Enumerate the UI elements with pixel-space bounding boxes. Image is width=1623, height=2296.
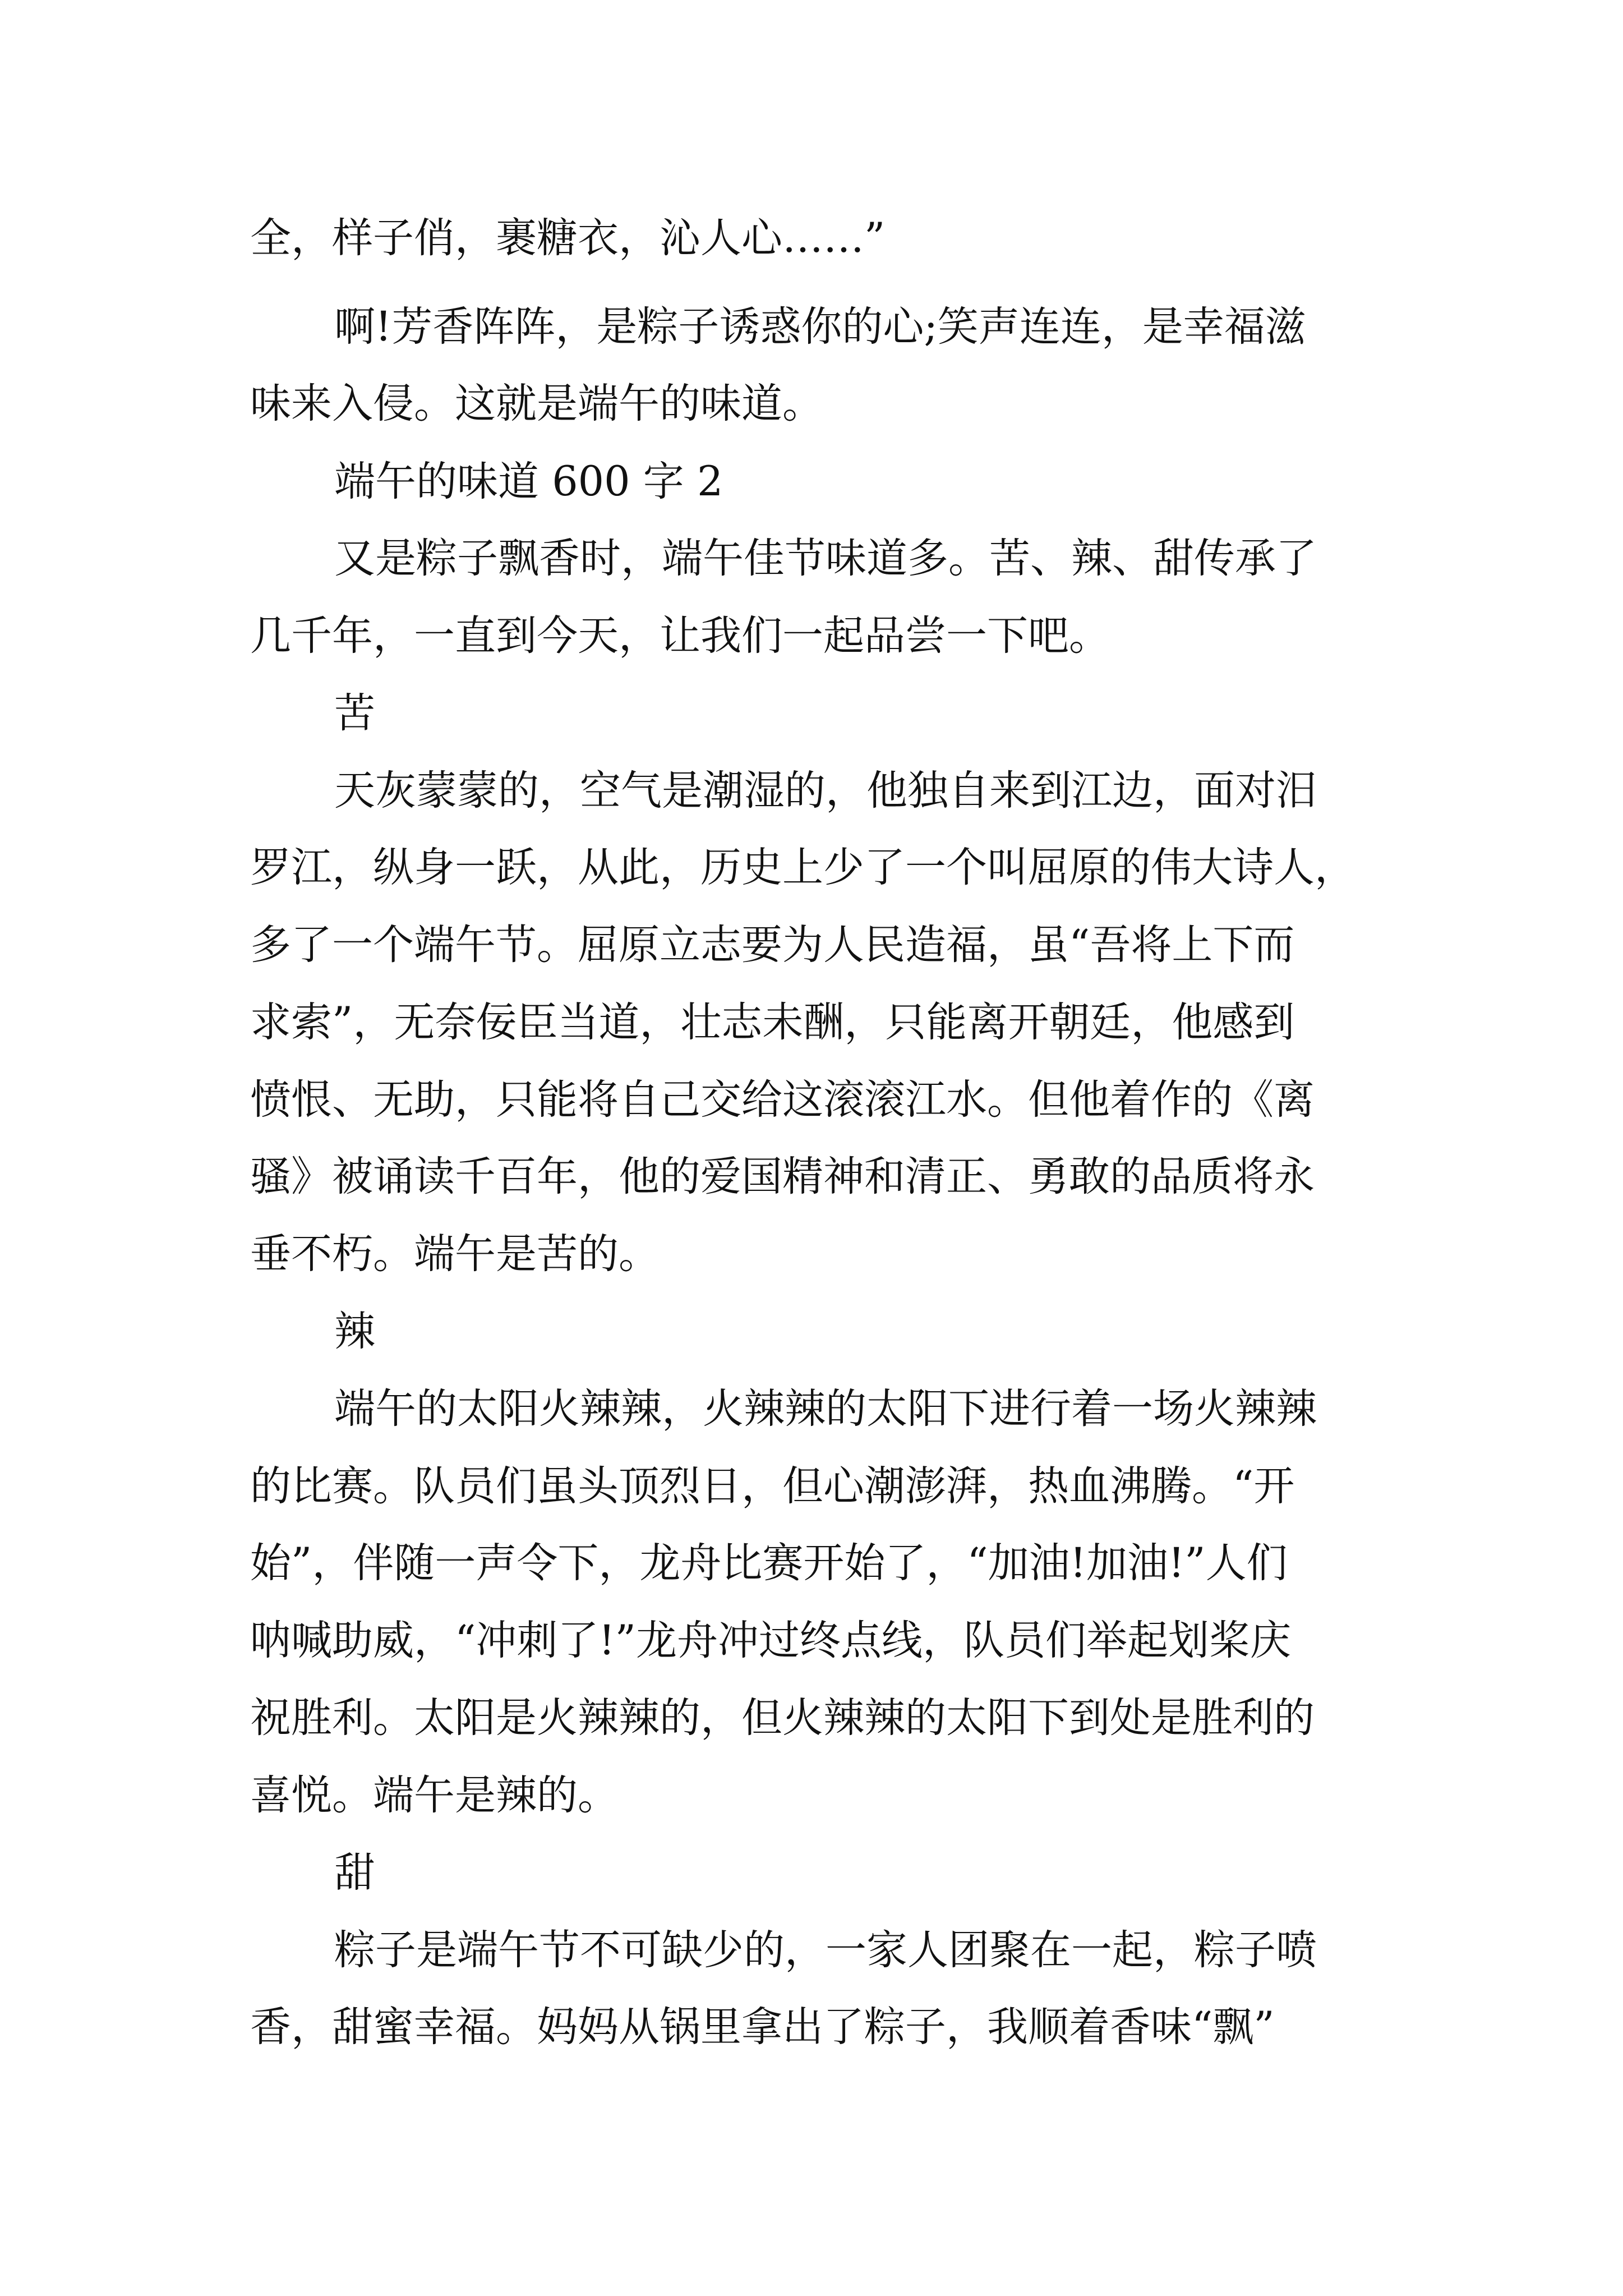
text-line: 天灰蒙蒙的，空气是潮湿的，他独自来到江边，面对汨 xyxy=(334,767,1317,815)
subheading: 苦 xyxy=(334,689,375,737)
text-line: 的比赛。队员们虽头顶烈日，但心潮澎湃，热血沸腾。“开 xyxy=(250,1462,1295,1510)
subheading: 辣 xyxy=(334,1308,375,1355)
text-line: 味来入侵。这就是端午的味道。 xyxy=(250,380,823,427)
text-line: 端午的太阳火辣辣，火辣辣的太阳下进行着一场火辣辣 xyxy=(334,1385,1317,1433)
section-heading: 端午的味道 600 字 2 xyxy=(334,458,723,505)
text-line: 呐喊助威，“冲刺了!”龙舟冲过终点线，队员们举起划桨庆 xyxy=(250,1617,1291,1664)
text-line: 喜悦。端午是辣的。 xyxy=(250,1772,619,1819)
text-line: 多了一个端午节。屈原立志要为人民造福，虽“吾将上下而 xyxy=(250,921,1295,969)
text-line: 求索”，无奈佞臣当道，壮志未酬，只能离开朝廷，他感到 xyxy=(250,999,1295,1046)
text-line: 啊!芳香阵阵，是粽子诱惑你的心;笑声连连，是幸福滋 xyxy=(334,303,1306,351)
text-line: 始”，伴随一声令下，龙舟比赛开始了，“加油!加油!”人们 xyxy=(250,1539,1288,1587)
text-line: 几千年，一直到今天，让我们一起品尝一下吧。 xyxy=(250,612,1110,660)
subheading: 甜 xyxy=(334,1849,375,1897)
text-line: 骚》被诵读千百年，他的爱国精神和清正、勇敢的品质将永 xyxy=(250,1153,1315,1200)
text-line: 粽子是端午节不可缺少的，一家人团聚在一起，粽子喷 xyxy=(334,1926,1317,1974)
text-line: 全，样子俏，裹糖衣，沁人心……” xyxy=(250,214,886,262)
text-line: 愤恨、无助，只能将自己交给这滚滚江水。但他着作的《离 xyxy=(250,1076,1315,1124)
text-line: 香，甜蜜幸福。妈妈从锅里拿出了粽子，我顺着香味“飘” xyxy=(250,2003,1275,2051)
text-line: 祝胜利。太阳是火辣辣的，但火辣辣的太阳下到处是胜利的 xyxy=(250,1694,1315,1742)
text-line: 又是粽子飘香时，端午佳节味道多。苦、辣、甜传承了 xyxy=(334,535,1317,582)
text-line: 垂不朽。端午是苦的。 xyxy=(250,1230,660,1278)
text-line: 罗江，纵身一跃，从此，历史上少了一个叫屈原的伟大诗人， xyxy=(250,844,1355,891)
